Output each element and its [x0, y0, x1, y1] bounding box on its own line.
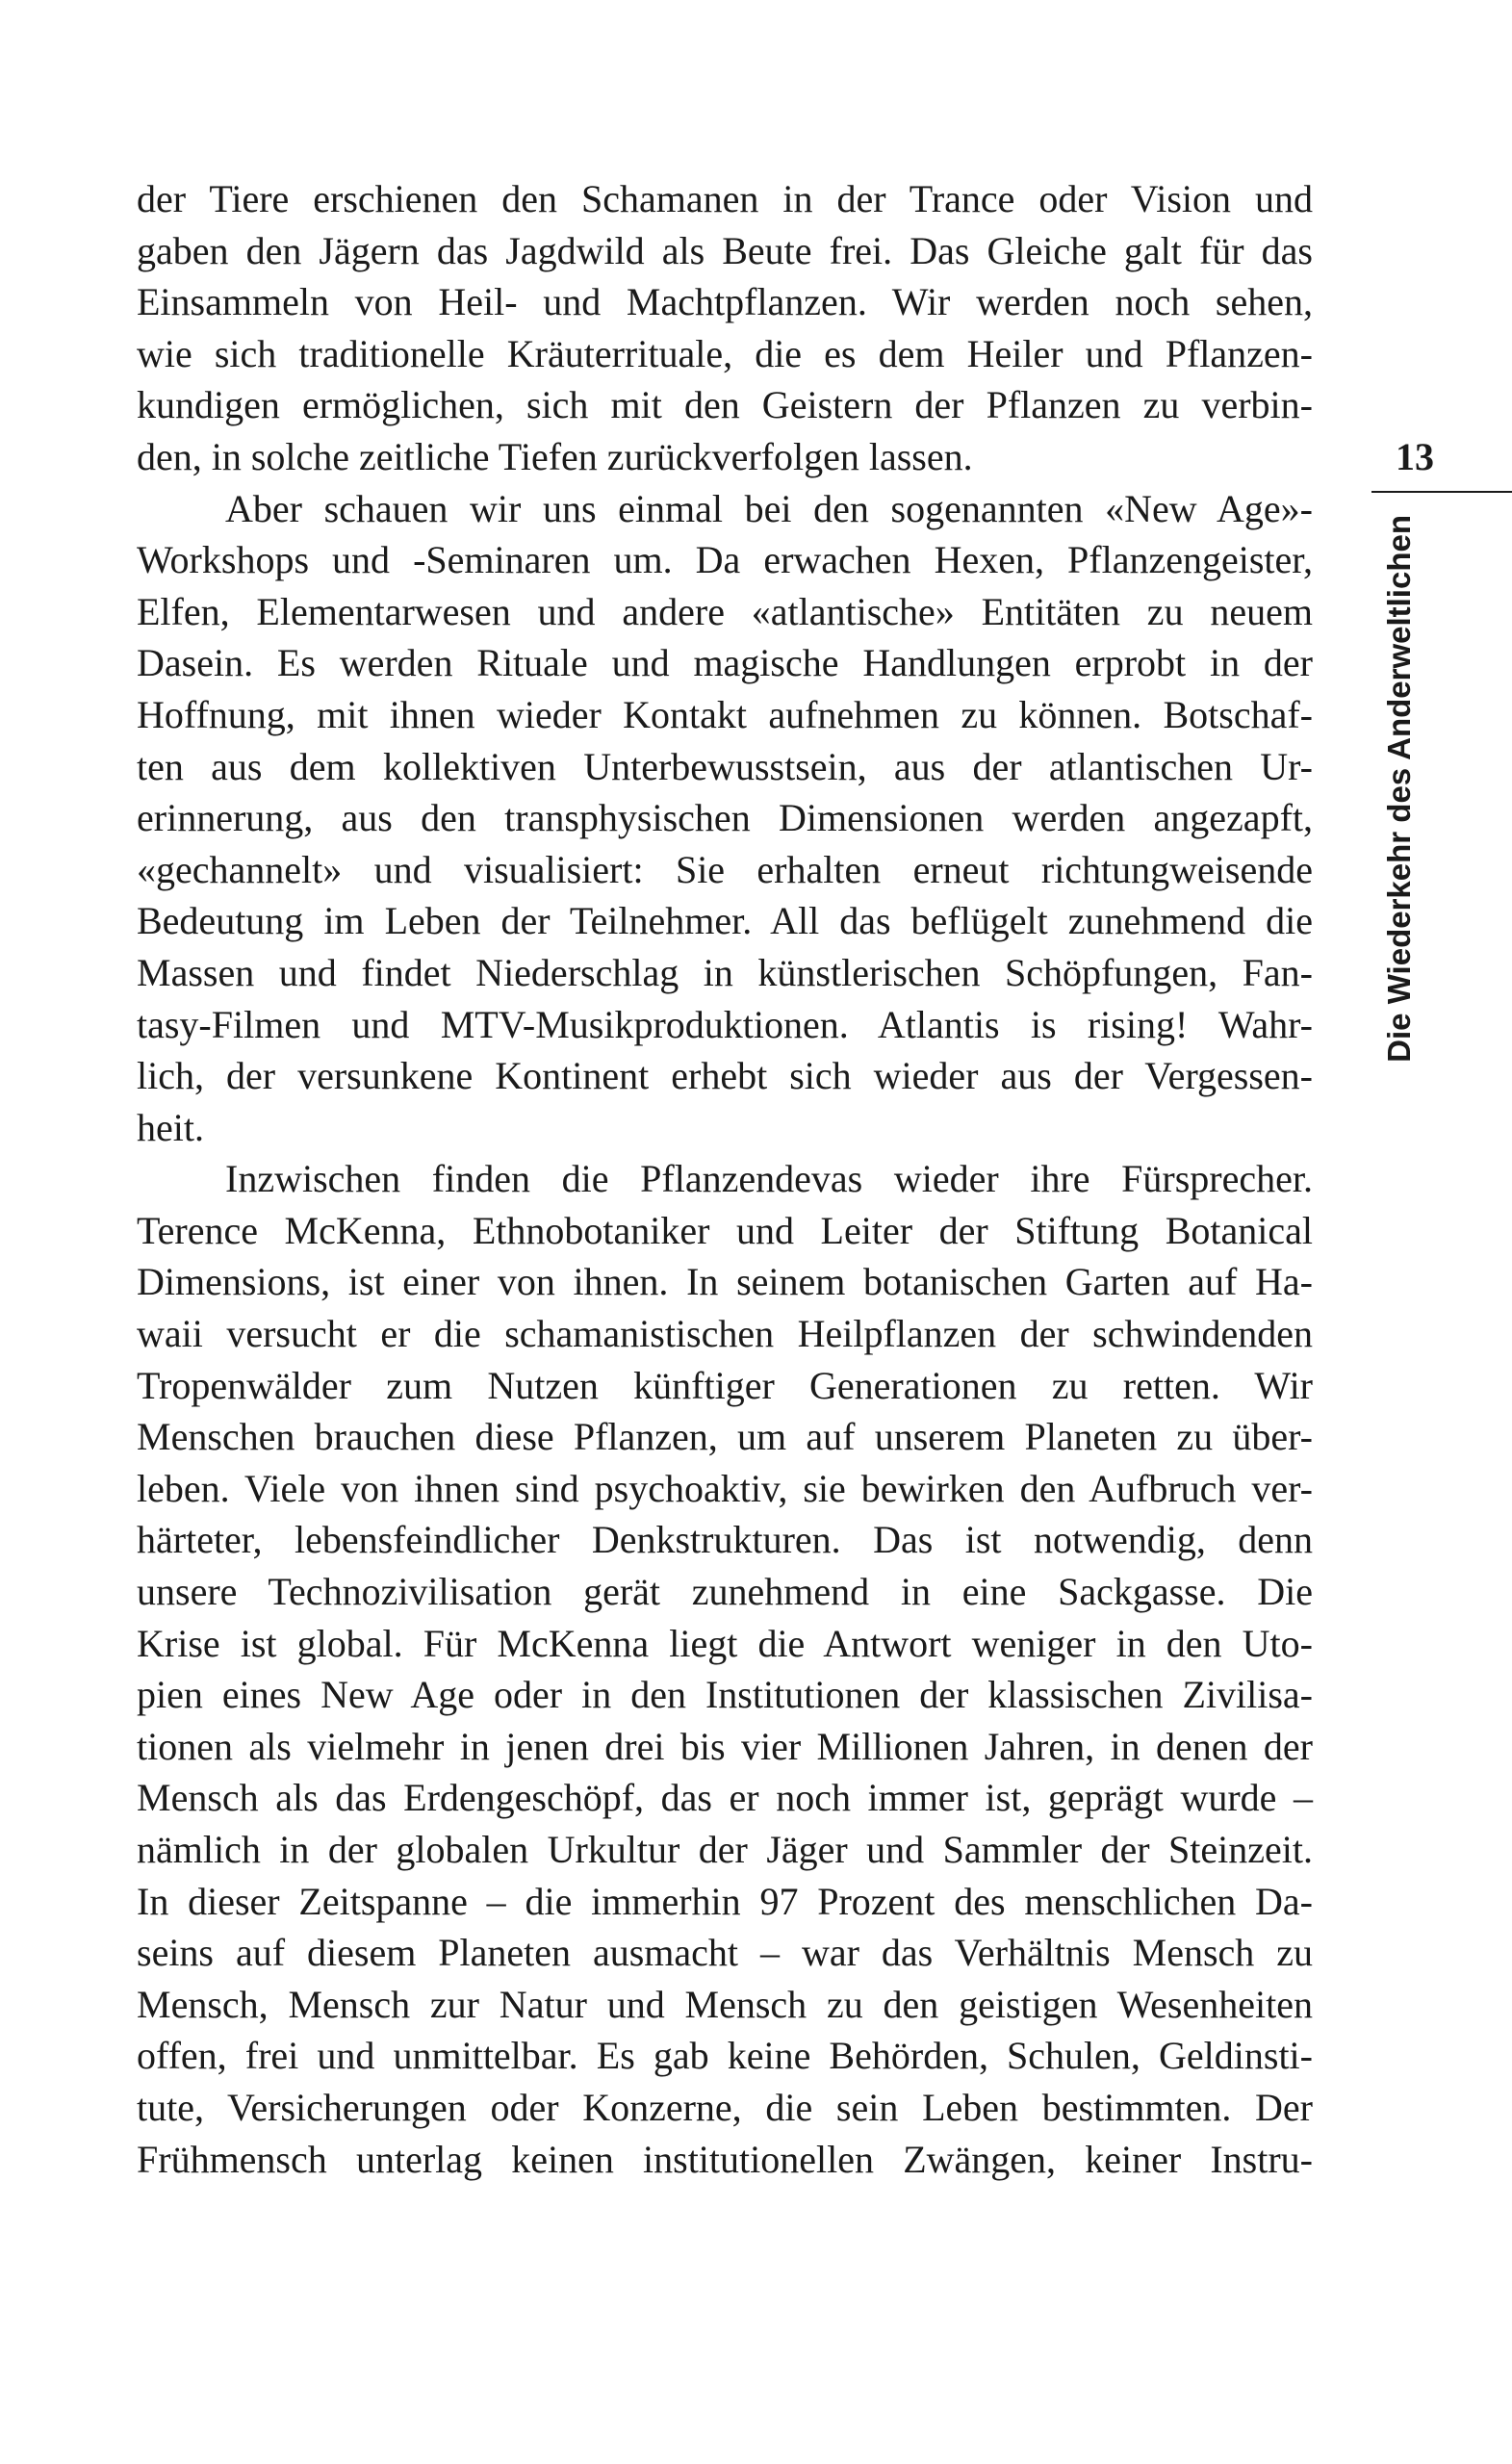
- text-line: nämlich in der globalen Urkultur der Jäger und Sammler der Steinzeit.: [137, 1828, 1313, 1871]
- text-line: leben. Viele von ihnen sind psychoaktiv, sie bewirken den Aufbruch ver-: [137, 1466, 1313, 1510]
- text-line: Frühmensch unterlag keinen institutionellen Zwängen, keiner Instru-: [137, 2137, 1313, 2181]
- text-line: gaben den Jägern das Jagdwild als Beute frei. Das Gleiche galt für das: [137, 228, 1313, 272]
- header-rule: [1371, 491, 1512, 493]
- text-line: Tropenwälder zum Nutzen künftiger Generationen zu retten. Wir: [137, 1363, 1313, 1407]
- text-line: Bedeutung im Leben der Teilnehmer. All das beflügelt zunehmend die: [137, 899, 1313, 943]
- text-line: Terence McKenna, Ethnobotaniker und Leiter der Stiftung Botanical: [137, 1208, 1313, 1252]
- text-line: ten aus dem kollektiven Unterbewusstsein, aus der atlantischen Ur-: [137, 744, 1313, 788]
- text-line: Einsammeln von Heil- und Machtpflanzen. Wir werden noch sehen,: [137, 280, 1313, 324]
- running-head: Die Wiederkehr des Anderweltlichen: [1381, 515, 1417, 1063]
- text-line: härteter, lebensfeindlicher Denkstrukturen. Das ist notwendig, denn: [137, 1518, 1313, 1562]
- text-line: der Tiere erschienen den Schamanen in der Trance oder Vision und: [137, 177, 1313, 220]
- text-line: tute, Versicherungen oder Konzerne, die sein Leben bestimmten. Der: [137, 2085, 1313, 2129]
- text-line: wie sich traditionelle Kräuterrituale, die es dem Heiler und Pflanzen-: [137, 331, 1313, 375]
- text-line: Aber schauen wir uns einmal bei den sogenannten «New Age»-: [225, 486, 1313, 530]
- page-number: 13: [1396, 435, 1434, 478]
- text-line: heit.: [137, 1105, 204, 1149]
- text-line: Mensch als das Erdengeschöpf, das er noch immer ist, geprägt wurde –: [137, 1776, 1313, 1820]
- text-line: seins auf diesem Planeten ausmacht – war das Verhältnis Mensch zu: [137, 1931, 1313, 1975]
- text-line: den, in solche zeitliche Tiefen zurückverfolgen lassen.: [137, 434, 973, 478]
- text-line: erinnerung, aus den transphysischen Dimensionen werden angezapft,: [137, 796, 1313, 840]
- body-text: [137, 173, 1313, 2185]
- text-line: kundigen ermöglichen, sich mit den Geistern der Pflanzen zu verbin-: [137, 383, 1313, 427]
- running-head-container: [1371, 515, 1428, 1112]
- text-line: Elfen, Elementarwesen und andere «atlantische» Entitäten zu neuem: [137, 589, 1313, 633]
- text-line: tionen als vielmehr in jenen drei bis vier Millionen Jahren, in denen der: [137, 1724, 1313, 1768]
- text-line: offen, frei und unmittelbar. Es gab keine Behörden, Schulen, Geldinsti-: [137, 2034, 1313, 2078]
- text-line: In dieser Zeitspanne – die immerhin 97 Prozent des menschlichen Da-: [137, 1879, 1313, 1923]
- text-line: tasy-Filmen und MTV-Musikproduktionen. Atlantis is rising! Wahr-: [137, 1002, 1313, 1046]
- text-line: Mensch, Mensch zur Natur und Mensch zu den geistigen Wesenheiten: [137, 1982, 1313, 2026]
- text-line: Dimensions, ist einer von ihnen. In seinem botanischen Garten auf Ha-: [137, 1260, 1313, 1304]
- text-line: Menschen brauchen diese Pflanzen, um auf unserem Planeten zu über-: [137, 1415, 1313, 1459]
- text-line: Workshops und -Seminaren um. Da erwachen Hexen, Pflanzengeister,: [137, 538, 1313, 582]
- text-line: pien eines New Age oder in den Institutionen der klassischen Zivilisa-: [137, 1673, 1313, 1717]
- text-line: Krise ist global. Für McKenna liegt die Antwort weniger in den Uto-: [137, 1621, 1313, 1665]
- text-line: unsere Technozivilisation gerät zunehmend in eine Sackgasse. Die: [137, 1570, 1313, 1614]
- text-line: Dasein. Es werden Rituale und magische Handlungen erprobt in der: [137, 641, 1313, 685]
- text-line: lich, der versunkene Kontinent erhebt sich wieder aus der Vergessen-: [137, 1054, 1313, 1098]
- text-line: «gechannelt» und visualisiert: Sie erhalten erneut richtungweisende: [137, 847, 1313, 891]
- text-line: Massen und findet Niederschlag in künstlerischen Schöpfungen, Fan-: [137, 950, 1313, 994]
- text-line: Hoffnung, mit ihnen wieder Kontakt aufnehmen zu können. Botschaf-: [137, 692, 1313, 736]
- text-line: waii versucht er die schamanistischen Heilpflanzen der schwindenden: [137, 1312, 1313, 1356]
- text-line: Inzwischen finden die Pflanzendevas wieder ihre Fürsprecher.: [225, 1157, 1313, 1201]
